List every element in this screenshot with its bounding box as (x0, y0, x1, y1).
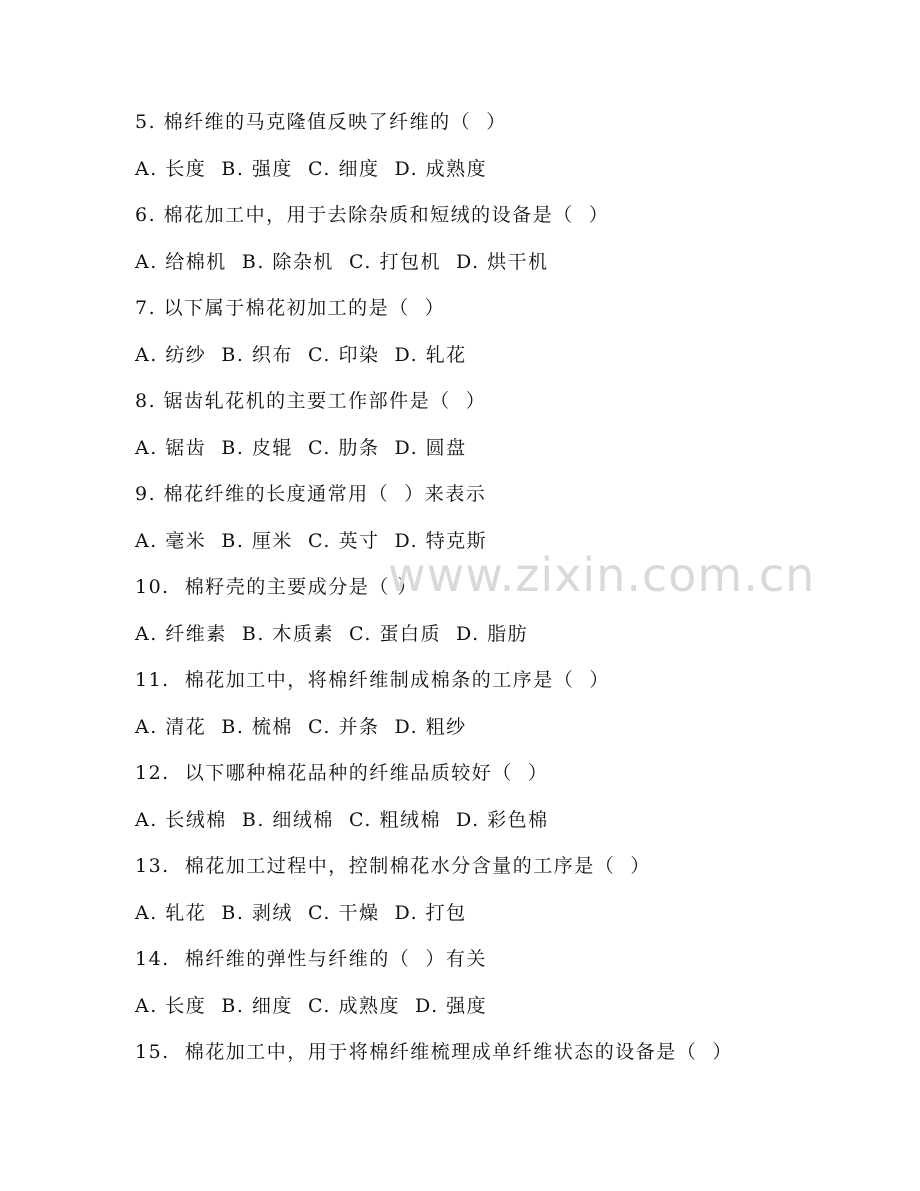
options-8: A. 锯齿 B. 皮辊 C. 肋条 D. 圆盘 (135, 436, 467, 459)
question-14: 14. 棉纤维的弹性与纤维的（ ）有关 (135, 948, 487, 970)
options-7: A. 纺纱 B. 织布 C. 印染 D. 轧花 (135, 343, 467, 366)
question-9: 9. 棉花纤维的长度通常用（ ）来表示 (135, 483, 487, 505)
question-12: 12. 以下哪种棉花品种的纤维品质较好（ ） (135, 762, 549, 784)
options-12: A. 长绒棉 B. 细绒棉 C. 粗绒棉 D. 彩色棉 (135, 808, 549, 831)
question-13: 13. 棉花加工过程中，控制棉花水分含量的工序是（ ） (135, 855, 651, 877)
question-6: 6. 棉花加工中，用于去除杂质和短绒的设备是（ ） (135, 204, 610, 226)
options-11: A. 清花 B. 梳棉 C. 并条 D. 粗纱 (135, 715, 467, 738)
watermark: www.zixin.com.cn (388, 548, 816, 602)
options-14: A. 长度 B. 细度 C. 成熟度 D. 强度 (135, 994, 488, 1017)
question-15: 15. 棉花加工中，用于将棉纤维梳理成单纤维状态的设备是（ ） (135, 1041, 733, 1063)
question-10: 10. 棉籽壳的主要成分是（ ） (135, 576, 418, 598)
options-10: A. 纤维素 B. 木质素 C. 蛋白质 D. 脂肪 (135, 622, 529, 645)
question-list (135, 106, 835, 1083)
options-6: A. 给棉机 B. 除杂机 C. 打包机 D. 烘干机 (135, 250, 549, 273)
options-13: A. 轧花 B. 剥绒 C. 干燥 D. 打包 (135, 901, 467, 924)
question-7: 7. 以下属于棉花初加工的是（ ） (135, 297, 446, 319)
question-8: 8. 锯齿轧花机的主要工作部件是（ ） (135, 390, 487, 412)
question-11: 11. 棉花加工中，将棉纤维制成棉条的工序是（ ） (135, 669, 610, 691)
options-9: A. 毫米 B. 厘米 C. 英寸 D. 特克斯 (135, 529, 488, 552)
question-5: 5. 棉纤维的马克隆值反映了纤维的（ ） (135, 111, 507, 133)
options-5: A. 长度 B. 强度 C. 细度 D. 成熟度 (135, 157, 488, 180)
